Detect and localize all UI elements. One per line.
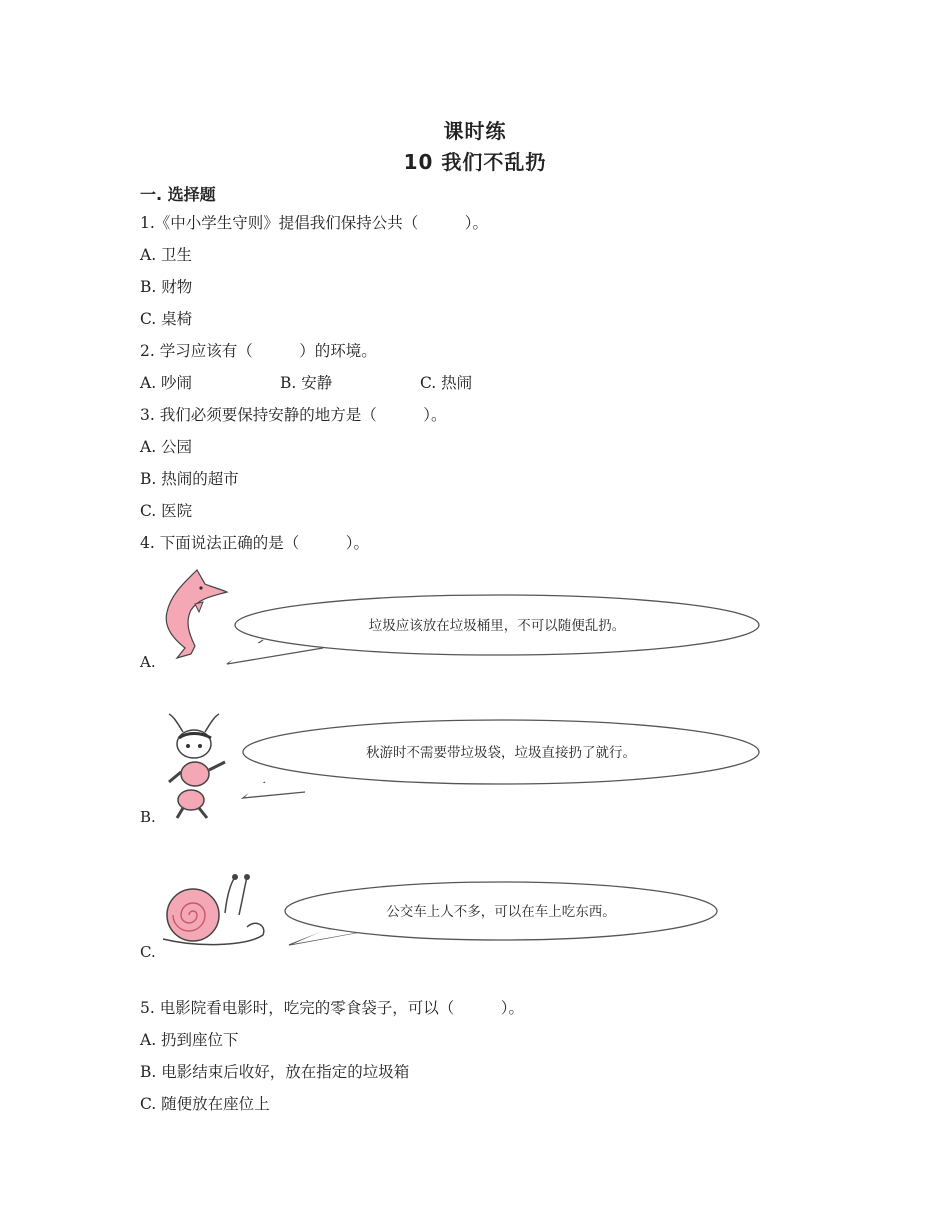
q1-option-a[interactable]: A. 卫生 bbox=[140, 246, 193, 264]
lesson-title: 10 我们不乱扔 bbox=[403, 150, 547, 174]
dolphin-icon bbox=[166, 570, 227, 658]
q1-option-c[interactable]: C. 桌椅 bbox=[140, 310, 193, 328]
q4-option-b-illustration[interactable] bbox=[155, 710, 775, 825]
speech-bubble bbox=[227, 595, 759, 664]
q4-option-a-label[interactable]: A. bbox=[140, 653, 156, 671]
q2-option-c[interactable]: C. 热闹 bbox=[420, 374, 473, 392]
q4-option-a-illustration[interactable] bbox=[155, 562, 775, 672]
speech-bubble bbox=[243, 720, 759, 798]
q3-option-b[interactable]: B. 热闹的超市 bbox=[140, 470, 239, 488]
q4-stem: 4. 下面说法正确的是（ ）。 bbox=[140, 534, 369, 552]
q2-option-a[interactable]: A. 吵闹 bbox=[140, 374, 193, 392]
q4-option-b-label[interactable]: B. bbox=[140, 808, 156, 826]
speech-bubble bbox=[285, 882, 717, 945]
q5-stem: 5. 电影院看电影时，吃完的零食袋子，可以（ ）。 bbox=[140, 999, 524, 1017]
q1-option-b[interactable]: B. 财物 bbox=[140, 278, 193, 296]
ant-icon bbox=[169, 714, 225, 818]
q1-stem: 1.《中小学生守则》提倡我们保持公共（ ）。 bbox=[140, 214, 489, 232]
q5-option-b[interactable]: B. 电影结束后收好，放在指定的垃圾箱 bbox=[140, 1063, 410, 1081]
q4-option-b-text: 秋游时不需要带垃圾袋，垃圾直接扔了就行。 bbox=[366, 745, 636, 761]
snail-icon bbox=[163, 874, 264, 945]
page-title: 课时练 bbox=[443, 119, 507, 143]
q2-option-b[interactable]: B. 安静 bbox=[280, 374, 333, 392]
q3-option-c[interactable]: C. 医院 bbox=[140, 502, 193, 520]
q3-option-a[interactable]: A. 公园 bbox=[140, 438, 193, 456]
q5-option-a[interactable]: A. 扔到座位下 bbox=[140, 1031, 239, 1049]
q3-stem: 3. 我们必须要保持安静的地方是（ ）。 bbox=[140, 406, 447, 424]
q4-option-c-label[interactable]: C. bbox=[140, 943, 156, 961]
q5-option-c[interactable]: C. 随便放在座位上 bbox=[140, 1095, 270, 1113]
section-heading: 一. 选择题 bbox=[140, 185, 216, 204]
q2-options bbox=[140, 373, 472, 393]
q2-stem: 2. 学习应该有（ ）的环境。 bbox=[140, 342, 377, 360]
q4-option-c-illustration[interactable] bbox=[155, 865, 775, 955]
q4-option-c-text: 公交车上人不多，可以在车上吃东西。 bbox=[386, 904, 616, 920]
q4-option-a-text: 垃圾应该放在垃圾桶里，不可以随便乱扔。 bbox=[368, 618, 626, 634]
